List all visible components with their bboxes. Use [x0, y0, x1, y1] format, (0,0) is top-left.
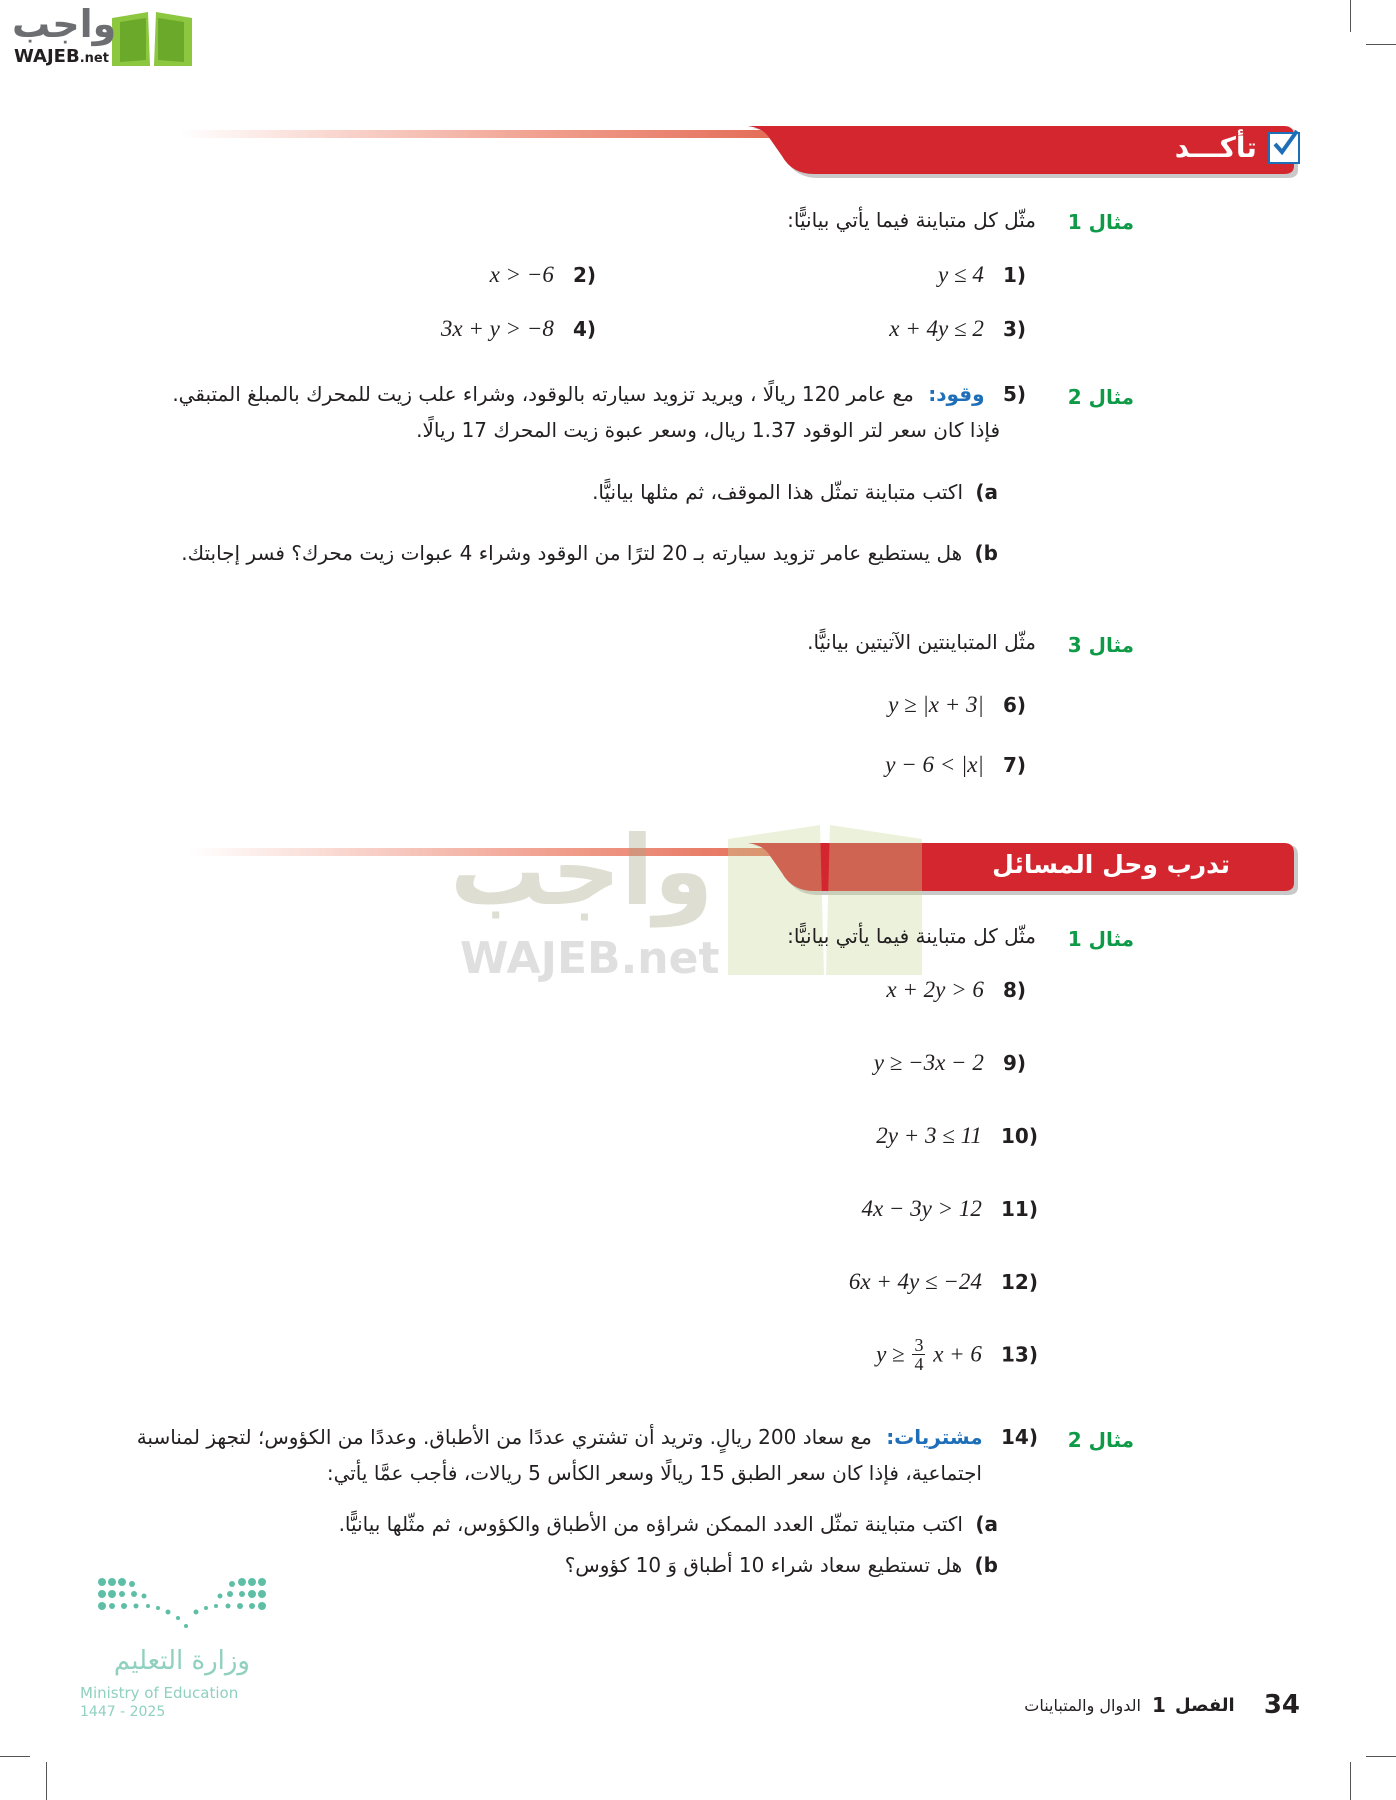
problem-number: (6 — [1002, 693, 1026, 717]
part-label: b) — [974, 541, 998, 565]
problem-12 — [849, 1269, 1038, 1295]
problem-number: (8 — [1002, 978, 1026, 1002]
logo-latin-tld: .net — [79, 51, 109, 66]
example-label: مثال 2 — [1067, 1428, 1134, 1452]
problem-number: (4 — [572, 317, 596, 341]
watermark-book-icon — [720, 815, 930, 985]
fraction-numerator: 3 — [914, 1335, 924, 1355]
problem-number: (13 — [1001, 1342, 1038, 1367]
inequality: 3x + y > −8 — [440, 316, 554, 341]
check-title-text: تأكـــد — [1174, 131, 1257, 164]
problem-4 — [441, 316, 596, 342]
ministry-dots-icon — [96, 1576, 268, 1632]
practice-title: تدرب وحل المسائل — [992, 850, 1230, 879]
problem-13 — [876, 1336, 1038, 1373]
crop-mark — [1350, 0, 1351, 32]
logo-latin-name: WAJEB — [14, 46, 80, 67]
inequality: x + 4y ≤ 2 — [889, 316, 984, 341]
example-label: مثال 1 — [1067, 210, 1134, 234]
chapter-label: الفصل — [1175, 1694, 1235, 1716]
inequality: 2y + 3 ≤ 11 — [876, 1123, 982, 1148]
problem-number: (14 — [1001, 1425, 1038, 1449]
fraction-denominator: 4 — [914, 1354, 924, 1374]
part-text: هل يستطيع عامر تزويد سيارته بـ 20 لترًا من الوقود وشراء 4 عبوات زيت محرك؟ فسر إجابتك. — [181, 541, 963, 565]
part-b — [565, 1553, 998, 1577]
watermark-latin: WAJEB.net — [460, 933, 720, 984]
example-label: مثال 2 — [1067, 385, 1134, 409]
problem-11 — [861, 1196, 1038, 1222]
inequality-lhs: y ≥ — [876, 1341, 905, 1367]
inequality: 6x + 4y ≤ −24 — [848, 1269, 982, 1294]
problem-7 — [885, 752, 1026, 778]
crop-mark — [1366, 44, 1396, 45]
problem-number: (12 — [1001, 1270, 1038, 1294]
page-footer — [1024, 1690, 1300, 1720]
check-title — [1100, 131, 1300, 171]
check-banner-line — [180, 130, 780, 138]
crop-mark — [1350, 1762, 1351, 1800]
ministry-arabic: وزارة التعليم — [113, 1646, 250, 1676]
problem-text: مع عامر 120 ريالًا ، ويريد تزويد سيارته بالوقود، وشراء علب زيت للمحرك بالمبلغ المتبقي. — [172, 382, 914, 406]
part-label: a) — [975, 480, 998, 504]
book-icon — [108, 8, 196, 70]
problem-number: (3 — [1002, 317, 1026, 341]
instruction: مثّل المتباينتين الآتيتين بيانيًّا. — [807, 630, 1036, 654]
problem-14-line2: اجتماعية، فإذا كان سعر الطبق 15 ريالًا وسعر الكأس 5 ريالات، فأجب عمَّا يأتي: — [326, 1461, 982, 1485]
example-label: مثال 1 — [1067, 927, 1134, 951]
ministry-year: 2025 - 1447 — [80, 1704, 166, 1720]
problem-number: (7 — [1002, 753, 1026, 777]
problem-number: (9 — [1002, 1051, 1026, 1075]
problem-3 — [889, 316, 1026, 342]
inequality — [876, 1336, 982, 1373]
ministry-logo — [78, 1576, 268, 1726]
inequality: y ≤ 4 — [938, 262, 984, 287]
inequality: y − 6 < |x| — [885, 752, 984, 777]
inequality: x > −6 — [489, 262, 554, 287]
problem-2 — [490, 262, 596, 288]
problem-number: (10 — [1001, 1124, 1038, 1148]
example-label: مثال 3 — [1067, 633, 1134, 657]
keyword: مشتريات: — [886, 1425, 983, 1449]
part-text: اكتب متباينة تمثّل العدد الممكن شراؤه من الأطباق والكؤوس، ثم مثّلها بيانيًّا. — [338, 1512, 963, 1536]
inequality: y ≥ |x + 3| — [888, 692, 984, 717]
problem-5-line2: فإذا كان سعر لتر الوقود 1.37 ريال، وسعر عبوة زيت المحرك 17 ريالًا. — [416, 418, 1000, 442]
inequality: x + 2y > 6 — [886, 977, 984, 1002]
watermark-arabic: واجب — [450, 815, 714, 927]
keyword: وقود: — [928, 382, 985, 406]
fraction — [912, 1336, 925, 1373]
problem-5 — [172, 382, 1026, 406]
watermark — [440, 815, 960, 995]
checkbox-icon — [1268, 132, 1300, 164]
part-label: b) — [974, 1553, 998, 1577]
chapter-title: الدوال والمتباينات — [1024, 1695, 1141, 1715]
problem-1 — [938, 262, 1026, 288]
part-b — [181, 541, 998, 565]
problem-number: (1 — [1002, 263, 1026, 287]
wajeb-logo[interactable] — [8, 2, 190, 68]
instruction: مثّل كل متباينة فيما يأتي بيانيًّا: — [787, 208, 1036, 232]
problem-10 — [876, 1123, 1038, 1149]
part-a — [339, 1512, 998, 1536]
problem-14 — [137, 1425, 1038, 1449]
part-text: اكتب متباينة تمثّل هذا الموقف، ثم مثلها بيانيًّا. — [592, 480, 963, 504]
inequality: y ≥ −3x − 2 — [873, 1050, 984, 1075]
inequality-rhs: x + 6 — [933, 1341, 982, 1367]
logo-latin — [14, 46, 109, 67]
chapter-number: 1 — [1152, 1693, 1166, 1717]
inequality: 4x − 3y > 12 — [861, 1196, 982, 1221]
problem-6 — [888, 692, 1026, 718]
part-label: a) — [975, 1512, 998, 1536]
crop-mark — [46, 1762, 47, 1800]
problem-9 — [874, 1050, 1026, 1076]
instruction: مثّل كل متباينة فيما يأتي بيانيًّا: — [787, 924, 1036, 948]
problem-number: (5 — [1002, 382, 1026, 406]
crop-mark — [0, 1756, 30, 1757]
part-a — [592, 480, 998, 504]
part-text: هل تستطيع سعاد شراء 10 أطباق وَ 10 كؤوس؟ — [564, 1553, 963, 1577]
crop-mark — [1366, 1756, 1396, 1757]
logo-arabic: واجب — [12, 2, 117, 46]
page-number: 34 — [1263, 1690, 1300, 1720]
problem-number: (2 — [572, 263, 596, 287]
ministry-english: Ministry of Education — [80, 1684, 239, 1702]
problem-text: مع سعاد 200 ريالٍ. وتريد أن تشتري عددًا من الأطباق. وعددًا من الكؤوس؛ لتجهز لمناسبة — [136, 1425, 872, 1449]
problem-8 — [886, 977, 1026, 1003]
problem-number: (11 — [1001, 1197, 1038, 1221]
